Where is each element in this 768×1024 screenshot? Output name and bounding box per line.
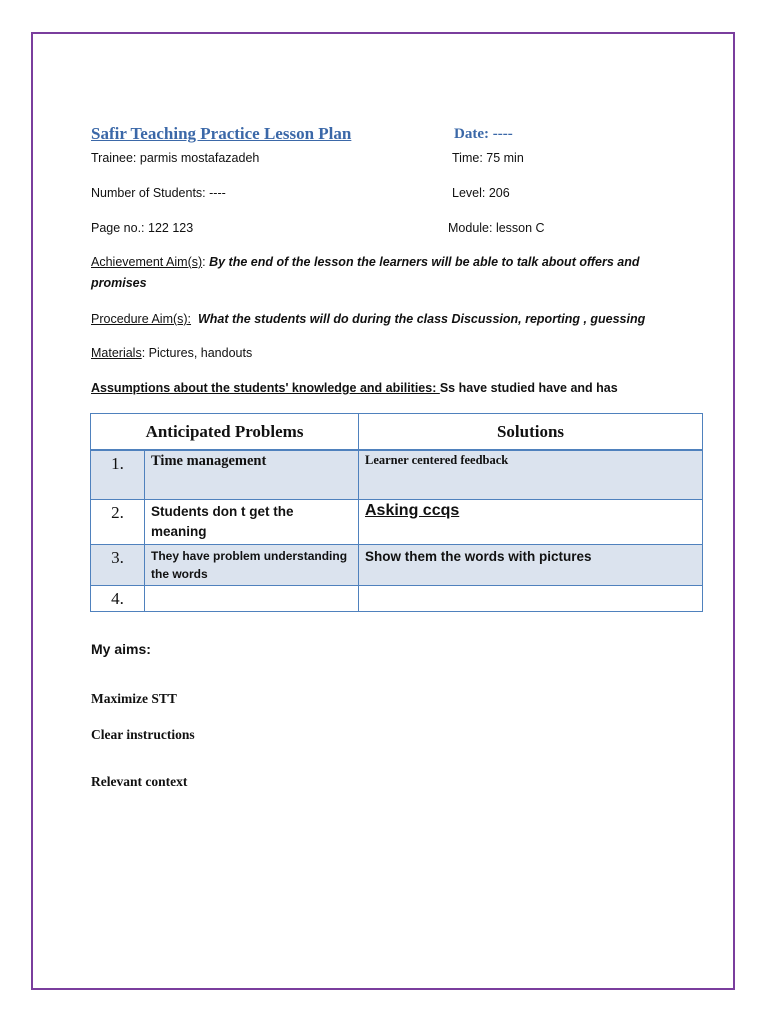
- aim-item: Maximize STT: [91, 691, 177, 706]
- achievement-aim-text: By the end of the lesson the learners will be able to talk about offers and promises: [91, 255, 640, 290]
- procedure-aim: [91, 309, 711, 330]
- solutions-header: Solutions: [359, 414, 703, 451]
- materials: [91, 343, 691, 364]
- problems-header: Anticipated Problems: [91, 414, 359, 451]
- procedure-aim-label: Procedure Aim(s):: [91, 312, 192, 326]
- table-row: [91, 499, 703, 544]
- problem-cell: [145, 585, 359, 611]
- page-number-field: Page no.: 122 123: [91, 221, 194, 235]
- solution-cell: [359, 585, 703, 611]
- table-row: [91, 544, 703, 585]
- students-field: Number of Students: ----: [91, 186, 226, 200]
- solution-cell: Asking ccqs: [359, 499, 703, 544]
- my-aims-heading: My aims:: [91, 641, 151, 657]
- module-field: Module: lesson C: [448, 221, 545, 235]
- procedure-aim-text: What the students will do during the class Discussion, reporting , guessing: [197, 312, 646, 326]
- table-row: [91, 450, 703, 499]
- row-number: 2.: [91, 499, 145, 544]
- anticipated-problems-table: [90, 413, 703, 612]
- problem-cell: They have problem understanding the words: [145, 544, 359, 585]
- table-row: [91, 585, 703, 611]
- materials-label: Materials: [91, 346, 142, 360]
- assumptions-label: Assumptions about the students' knowledge and abilities:: [91, 381, 440, 395]
- trainee-field: Trainee: parmis mostafazadeh: [91, 151, 260, 165]
- problem-cell: Students don t get the meaning: [145, 499, 359, 544]
- assumptions: [91, 378, 691, 399]
- aim-item: Relevant context: [91, 774, 188, 789]
- row-number: 3.: [91, 544, 145, 585]
- row-number: 1.: [91, 450, 145, 499]
- time-field: Time: 75 min: [452, 151, 524, 165]
- date-label: Date: ----: [454, 126, 513, 142]
- level-field: Level: 206: [452, 186, 510, 200]
- solution-cell: Show them the words with pictures: [359, 544, 703, 585]
- achievement-aim-label: Achievement Aim(s): [91, 255, 203, 269]
- lesson-plan-title: Safir Teaching Practice Lesson Plan: [91, 124, 352, 143]
- assumptions-text: Ss have studied have and has: [439, 381, 618, 395]
- aim-item: Clear instructions: [91, 727, 195, 742]
- materials-text: : Pictures, handouts: [141, 346, 253, 360]
- solution-cell: Learner centered feedback: [359, 450, 703, 499]
- table-header-row: [91, 414, 703, 451]
- achievement-aim: Achievement Aim(s): By the end of the lesson the learners will be able to talk about offers and promises: [91, 255, 640, 290]
- problem-cell: Time management: [145, 450, 359, 499]
- row-number: 4.: [91, 585, 145, 611]
